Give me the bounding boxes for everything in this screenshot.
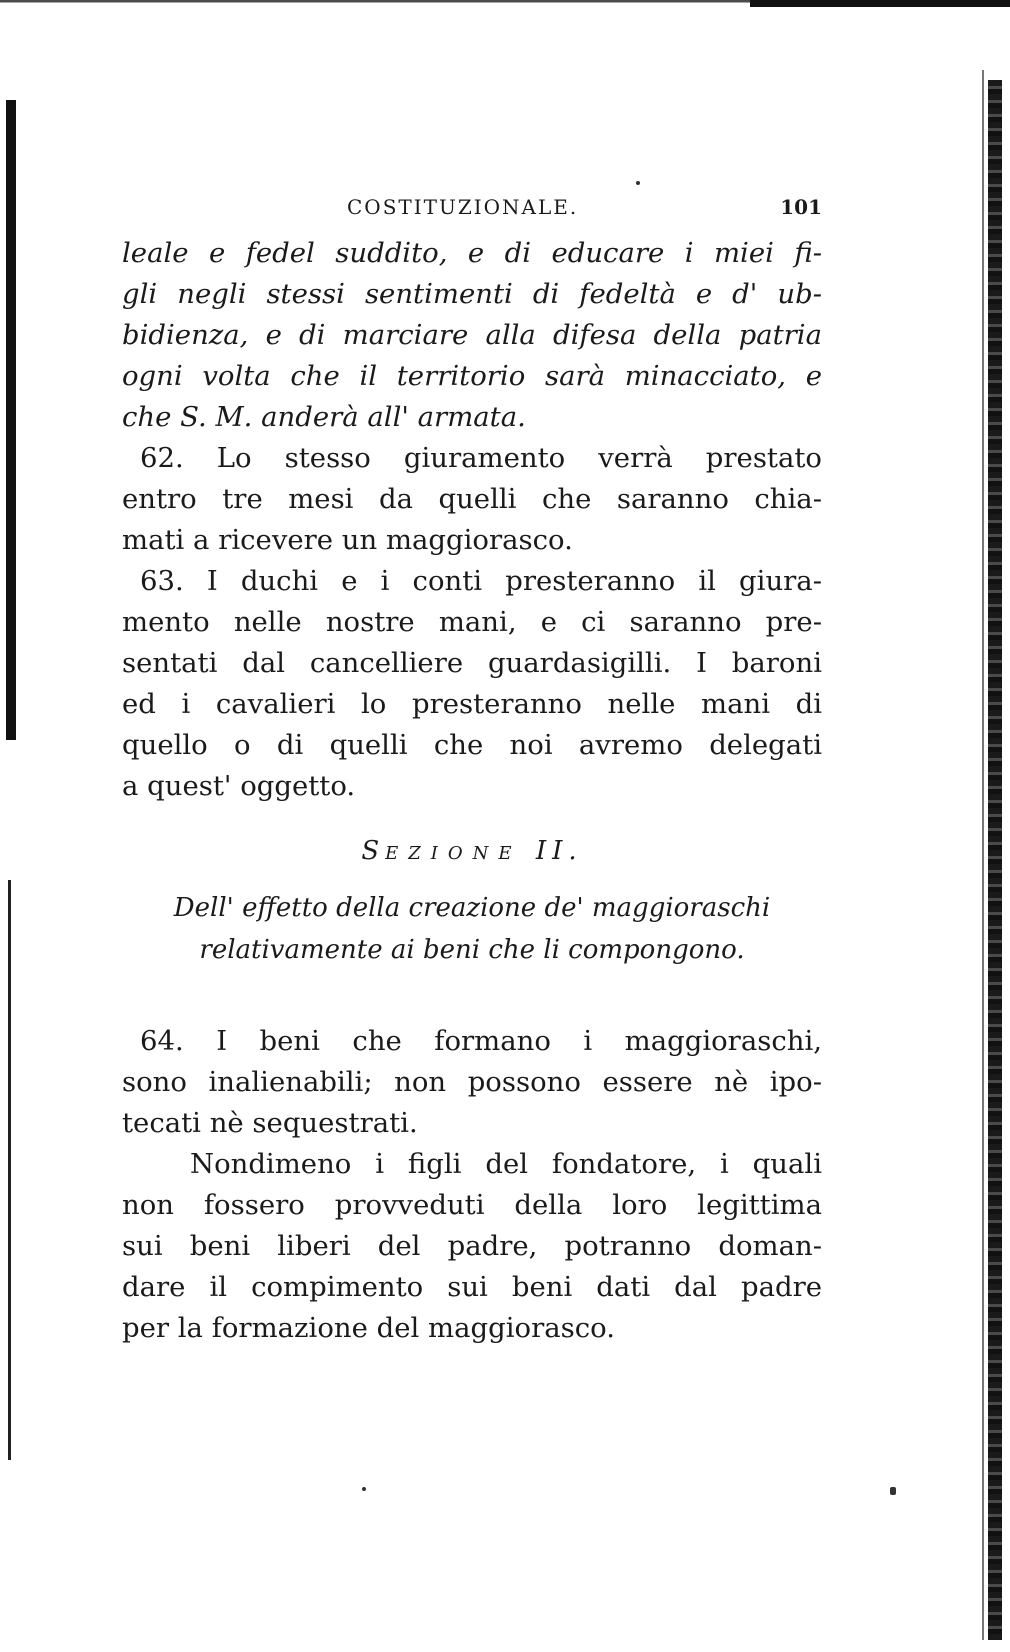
scan-right-binding-bar xyxy=(988,80,1002,1640)
text-line: non fossero provveduti della loro legittima xyxy=(122,1189,822,1221)
text-line: Nondimeno i figli del fondatore, i quali xyxy=(190,1148,822,1180)
text-line: tecati nè sequestrati. xyxy=(122,1107,418,1139)
text-line: sono inalienabili; non possono essere nè ipo- xyxy=(122,1066,822,1098)
text-line: 63. I duchi e i conti presteranno il giura- xyxy=(140,565,822,597)
text-line: ed i cavalieri lo presteranno nelle mani di xyxy=(122,688,822,720)
text-line: a quest' oggetto. xyxy=(122,770,356,802)
page-number: 101 xyxy=(780,195,822,219)
scan-speck xyxy=(362,1487,366,1491)
running-title: COSTITUZIONALE. xyxy=(347,195,579,219)
scan-left-margin-line xyxy=(8,880,11,1460)
scan-speck xyxy=(890,1487,896,1495)
section-heading-word: EZIONE xyxy=(385,843,522,864)
text-line: entro tre mesi da quelli che saranno chia- xyxy=(122,483,822,515)
text-line: mati a ricevere un maggiorasco. xyxy=(122,524,573,556)
section-subtitle: relativamente ai beni che li compongono. xyxy=(199,935,745,965)
text-line: ogni volta che il territorio sarà minacciato, e xyxy=(122,360,822,392)
article-64 xyxy=(122,1021,822,1144)
text-line: sui beni liberi del padre, potranno doman- xyxy=(122,1230,822,1262)
text-line: che S. M. anderà all' armata. xyxy=(122,401,526,433)
text-line: per la formazione del maggiorasco. xyxy=(122,1312,615,1344)
section-heading-initial: S xyxy=(361,836,386,866)
scan-top-edge-dark xyxy=(750,0,1010,7)
scan-right-binding-line xyxy=(982,70,984,1640)
section-heading-number: II. xyxy=(535,836,583,866)
text-line: dare il compimento sui beni dati dal padre xyxy=(122,1271,822,1303)
text-line: 64. I beni che formano i maggioraschi, xyxy=(140,1025,822,1057)
article-62 xyxy=(122,438,822,561)
text-line: sentati dal cancelliere guardasigilli. I baroni xyxy=(122,647,822,679)
paragraph-nondimeno xyxy=(122,1144,822,1349)
section-subtitle: Dell' effetto della creazione de' maggioraschi xyxy=(173,893,771,923)
scan-left-margin-bar xyxy=(6,100,16,740)
text-line: leale e fedel suddito, e di educare i miei fi- xyxy=(122,237,822,269)
text-line: mento nelle nostre mani, e ci saranno pre- xyxy=(122,606,822,638)
text-line: 62. Lo stesso giuramento verrà prestato xyxy=(140,442,822,474)
text-line: gli negli stessi sentimenti di fedeltà e d' ub- xyxy=(122,278,822,310)
article-63 xyxy=(122,561,822,807)
oath-continuation xyxy=(122,233,822,438)
book-page xyxy=(122,195,822,1349)
scan-speck xyxy=(636,181,640,185)
text-line: quello o di quelli che noi avremo delegati xyxy=(122,729,822,761)
section-heading xyxy=(122,827,822,875)
page-header xyxy=(122,195,822,233)
text-line: bidienza, e di marciare alla difesa della patria xyxy=(122,319,822,351)
